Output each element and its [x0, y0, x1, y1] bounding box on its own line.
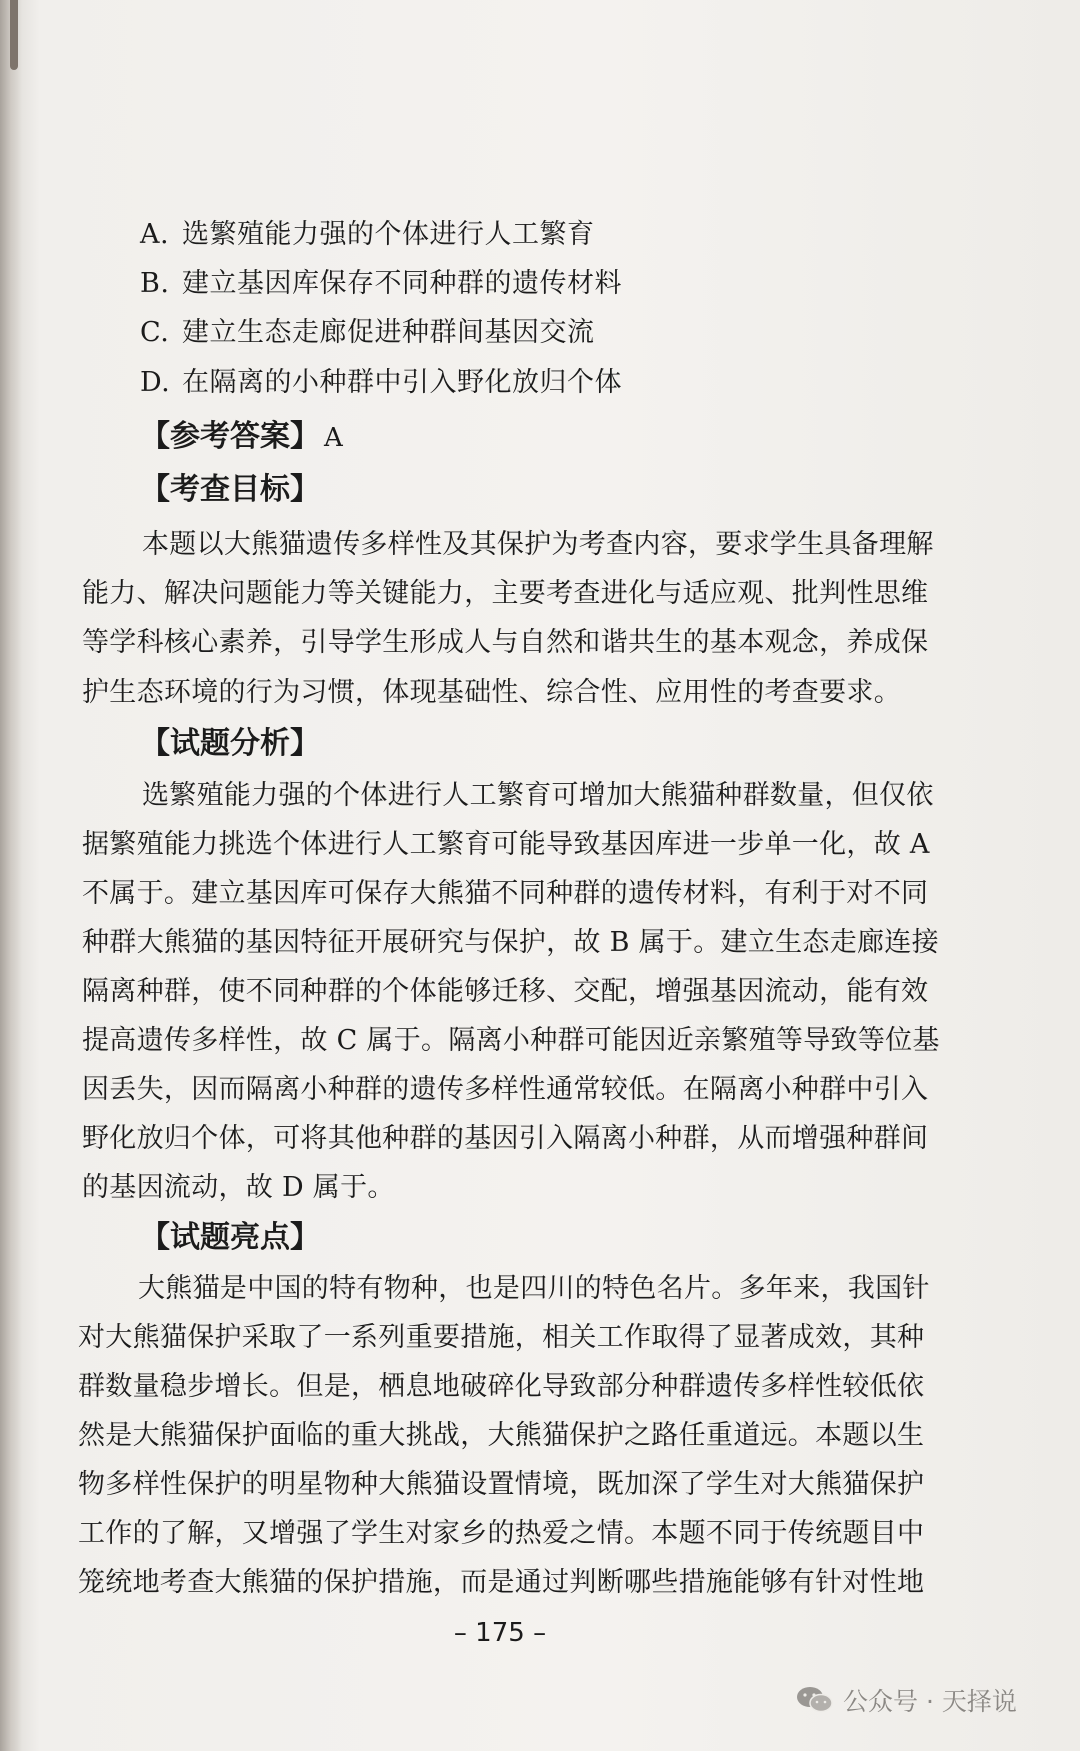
- binding-mark: [10, 0, 18, 70]
- analysis-line: 提高遗传多样性，故 C 属于。隔离小种群可能因近亲繁殖等导致等位基: [82, 1025, 940, 1056]
- option-letter: B.: [140, 268, 170, 299]
- page-binding-shadow: [0, 0, 22, 1751]
- page-number: – 175 –: [453, 1618, 547, 1648]
- analysis-line: 的基因流动，故 D 属于。: [82, 1172, 395, 1203]
- option-b: [140, 261, 622, 300]
- option-a: [140, 212, 595, 251]
- option-d: [140, 360, 622, 399]
- analysis-line: 选繁殖能力强的个体进行人工繁育可增加大熊猫种群数量，但仅依: [142, 780, 934, 811]
- analysis-line: 因丢失，因而隔离小种群的遗传多样性通常较低。在隔离小种群中引入: [82, 1074, 929, 1105]
- wechat-icon: [795, 1685, 835, 1715]
- objective-line: 护生态环境的行为习惯，体现基础性、综合性、应用性的考查要求。: [82, 677, 901, 708]
- analysis-line: 种群大熊猫的基因特征开展研究与保护，故 B 属于。建立生态走廊连接: [82, 927, 939, 958]
- watermark-text: 公众号 · 天择说: [843, 1687, 1017, 1716]
- option-text: 选繁殖能力强的个体进行人工繁育: [182, 219, 595, 250]
- option-letter: C.: [140, 317, 170, 348]
- analysis-line: 野化放归个体，可将其他种群的基因引入隔离小种群，从而增强种群间: [82, 1123, 929, 1154]
- answer-heading: [140, 411, 343, 455]
- answer-label: 【参考答案】: [140, 419, 320, 454]
- analysis-heading: 【试题分析】: [140, 726, 320, 761]
- objective-line: 本题以大熊猫遗传多样性及其保护为考查内容，要求学生具备理解: [142, 529, 934, 560]
- highlights-line: 群数量稳步增长。但是，栖息地破碎化导致部分种群遗传多样性较低依: [78, 1371, 925, 1402]
- option-letter: A.: [140, 219, 170, 250]
- objective-line: 能力、解决问题能力等关键能力，主要考查进化与适应观、批判性思维: [82, 578, 929, 609]
- answer-value: A: [324, 423, 343, 453]
- option-text: 建立生态走廊促进种群间基因交流: [182, 317, 595, 348]
- highlights-line: 物多样性保护的明星物种大熊猫设置情境，既加深了学生对大熊猫保护: [78, 1469, 925, 1500]
- highlights-line: 然是大熊猫保护面临的重大挑战，大熊猫保护之路任重道远。本题以生: [78, 1420, 925, 1451]
- option-letter: D.: [140, 367, 171, 398]
- objective-heading: 【考查目标】: [140, 472, 320, 507]
- analysis-line: 据繁殖能力挑选个体进行人工繁育可能导致基因库进一步单一化，故 A: [82, 829, 930, 860]
- option-c: [140, 310, 595, 349]
- highlights-heading: 【试题亮点】: [140, 1220, 320, 1255]
- highlights-line: 工作的了解，又增强了学生对家乡的热爱之情。本题不同于传统题目中: [78, 1518, 925, 1549]
- option-text: 建立基因库保存不同种群的遗传材料: [182, 268, 622, 299]
- wechat-watermark: [795, 1680, 1017, 1720]
- analysis-line: 隔离种群，使不同种群的个体能够迁移、交配，增强基因流动，能有效: [82, 976, 929, 1007]
- highlights-line: 对大熊猫保护采取了一系列重要措施，相关工作取得了显著成效，其种: [78, 1322, 925, 1353]
- analysis-line: 不属于。建立基因库可保存大熊猫不同种群的遗传材料，有利于对不同: [82, 878, 929, 909]
- highlights-line: 大熊猫是中国的特有物种，也是四川的特色名片。多年来，我国针: [138, 1273, 930, 1304]
- option-text: 在隔离的小种群中引入野化放归个体: [182, 367, 622, 398]
- highlights-line: 笼统地考查大熊猫的保护措施，而是通过判断哪些措施能够有针对性地: [78, 1567, 925, 1598]
- objective-line: 等学科核心素养，引导学生形成人与自然和谐共生的基本观念，养成保: [82, 627, 929, 658]
